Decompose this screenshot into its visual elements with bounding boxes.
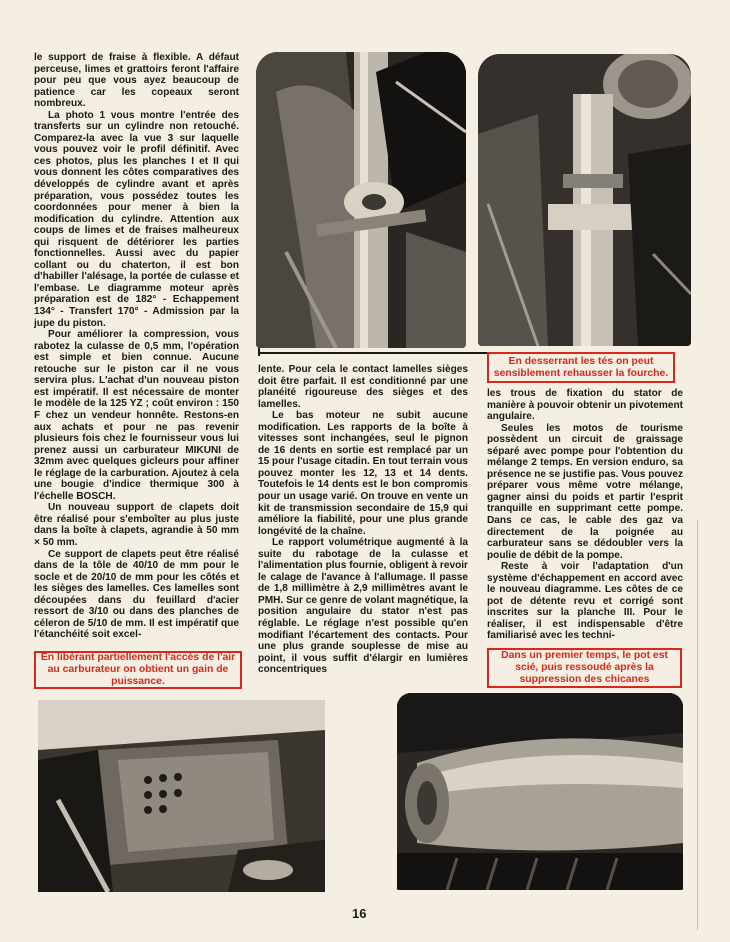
photo-fork-clamp bbox=[256, 52, 466, 348]
paragraph: le support de fraise à flexible. A défaut perceuse, limes et grattoirs feront l'affaire pour peu que vous ayez beaucoup de patience car les copeaux seront nombreux. bbox=[34, 52, 239, 110]
caption-carburettor bbox=[34, 651, 242, 689]
caption-fork-text: En desserrant les tés on peut sensiblement rehausser la fourche. bbox=[493, 355, 669, 379]
page-number: 16 bbox=[352, 906, 367, 921]
caption-carburettor-text: En libérant partiellement l'accès de l'air au carburateur on obtient un gain de puissance. bbox=[40, 652, 236, 687]
paragraph: La photo 1 vous montre l'entrée des transferts sur un cylindre non retouché. Comparez-la avec la vue 3 sur laquelle vous pouvez voir le profil définitif. Avec ces photos, plus les planches I et II qui vous donnent les côtes comparatives des développés de cylindre avant et après préparation, vous possédez toutes les coordonnées pour mener à bien la modification du cylindre. Attention aux coups de limes et de fraises malheureux qui risquent de détériorer les parties fonctionnelles. Aussi avec du papier collant ou du chaterton, il est bon d'habiller l'alésage, la portée de culasse et l'embase. Le diagramme moteur après préparation est de 182° - Echappement 134° - Transfert 170° - Admission par la jupe du piston. bbox=[34, 109, 239, 329]
paragraph: Le bas moteur ne subit aucune modification. Les rapports de la boîte à vitesses sont inchangées, seul le pignon de 16 dents en sortie est remplacé par un 15 pour l'usage citadin. En tout terrain vous pouvez monter les 12, 13 et 14 dents. Toutefois le 14 dents est le bon compromis pour un usage varié. On trouve en vente un kit de transmission secondaire de 15,9 qui améliore la fiabilité, pour une plus grande longévité de la chaîne. bbox=[258, 410, 468, 537]
photo-air-box bbox=[38, 700, 325, 892]
photo-exhaust-pipe bbox=[397, 693, 683, 890]
text-column-1 bbox=[34, 52, 239, 641]
caption-exhaust bbox=[487, 648, 682, 688]
photo-fork-tube bbox=[478, 54, 691, 346]
paragraph: Ce support de clapets peut être réalisé dans de la tôle de 40/10 de mm pour le socle et de 20/10 de mm pour les côtés et les sièges des lamelles. Ces lamelles sont découpées dans du feuillard d'acier ressort de 3/10 ou dans des planches de céleron de 5/10 de mm. Il est impératif que l'étanchéité soit excel- bbox=[34, 548, 239, 641]
paragraph: Reste à voir l'adaptation d'un système d'échappement en accord avec le nouveau diagramme. Les côtes de ce pot de détente revu et corrigé sont inscrites sur la planche III. Pour le réaliser, il est indispensable d'être familiarisé avec les techni- bbox=[487, 561, 683, 642]
paragraph: Un nouveau support de clapets doit être réalisé pour s'emboîter au plus juste dans la boîte à clapets, agrandie à 50 mm × 50 mm. bbox=[34, 502, 239, 548]
paragraph: Le rapport volumétrique augmenté à la suite du rabotage de la culasse et l'alimentation plus fournie, obligent à revoir le calage de l'avance à l'allumage. Il passe de 1,8 millimètre à 2,9 millimètres avant le PMH. Sur ce genre de volant magnétique, la position angulaire du stator n'est pas réglable. Le réglage n'est possible qu'en modifiant l'écartement des contacts. Pour une plus grande souplesse de mise au point, il vous suffit d'élargir en lumières concentriques bbox=[258, 537, 468, 676]
paragraph: Seules les motos de tourisme possèdent un circuit de graissage séparé avec pompe pour l'obtention du mélange 2 temps. En version enduro, sa présence ne se justifie pas. Vous pouvez préparer vous même votre mélange, gagner ainsi du poids et partir l'esprit tranquille en supprimant cette pompe. Dans ce cas, le cable des gaz va directement de la poignée au carburateur sans se dédoubler vers la poulie de débit de la pompe. bbox=[487, 422, 683, 561]
page-edge-line bbox=[697, 520, 698, 930]
column-rule-tick bbox=[258, 348, 260, 356]
paragraph: lente. Pour cela le contact lamelles sièges doit être parfait. Il est conditionné par une planéité rigoureuse des sièges et des lamelles. bbox=[258, 364, 468, 410]
caption-exhaust-text: Dans un premier temps, le pot est scié, puis ressoudé après la suppression des chicanes bbox=[501, 650, 668, 685]
paragraph: les trous de fixation du stator de manière à pouvoir obtenir un pivotement angulaire. bbox=[487, 388, 683, 423]
text-column-3 bbox=[487, 388, 683, 642]
caption-fork bbox=[487, 352, 675, 383]
paragraph: Pour améliorer la compression, vous rabotez la culasse de 0,5 mm, l'opération est simple et bien connue. Aucune retouche sur le piston car il ne vous servira plus. L'achat d'un nouveau piston est impératif. Il est nécessaire de monter le modèle de la 125 YZ ; coût environ : 150 F chez un vendeur honnête. Restons-en aux achats et pour ne pas revenir plusieurs fois chez le fournisseur vous lui prenez aussi un carburateur MIKUNI de 32mm avec quelques gicleurs pour affiner le réglage de la carburation. Ajoutez à cela une bougie d'indice thermique 300 à l'échelle BOSCH. bbox=[34, 329, 239, 502]
text-column-2 bbox=[258, 364, 468, 676]
